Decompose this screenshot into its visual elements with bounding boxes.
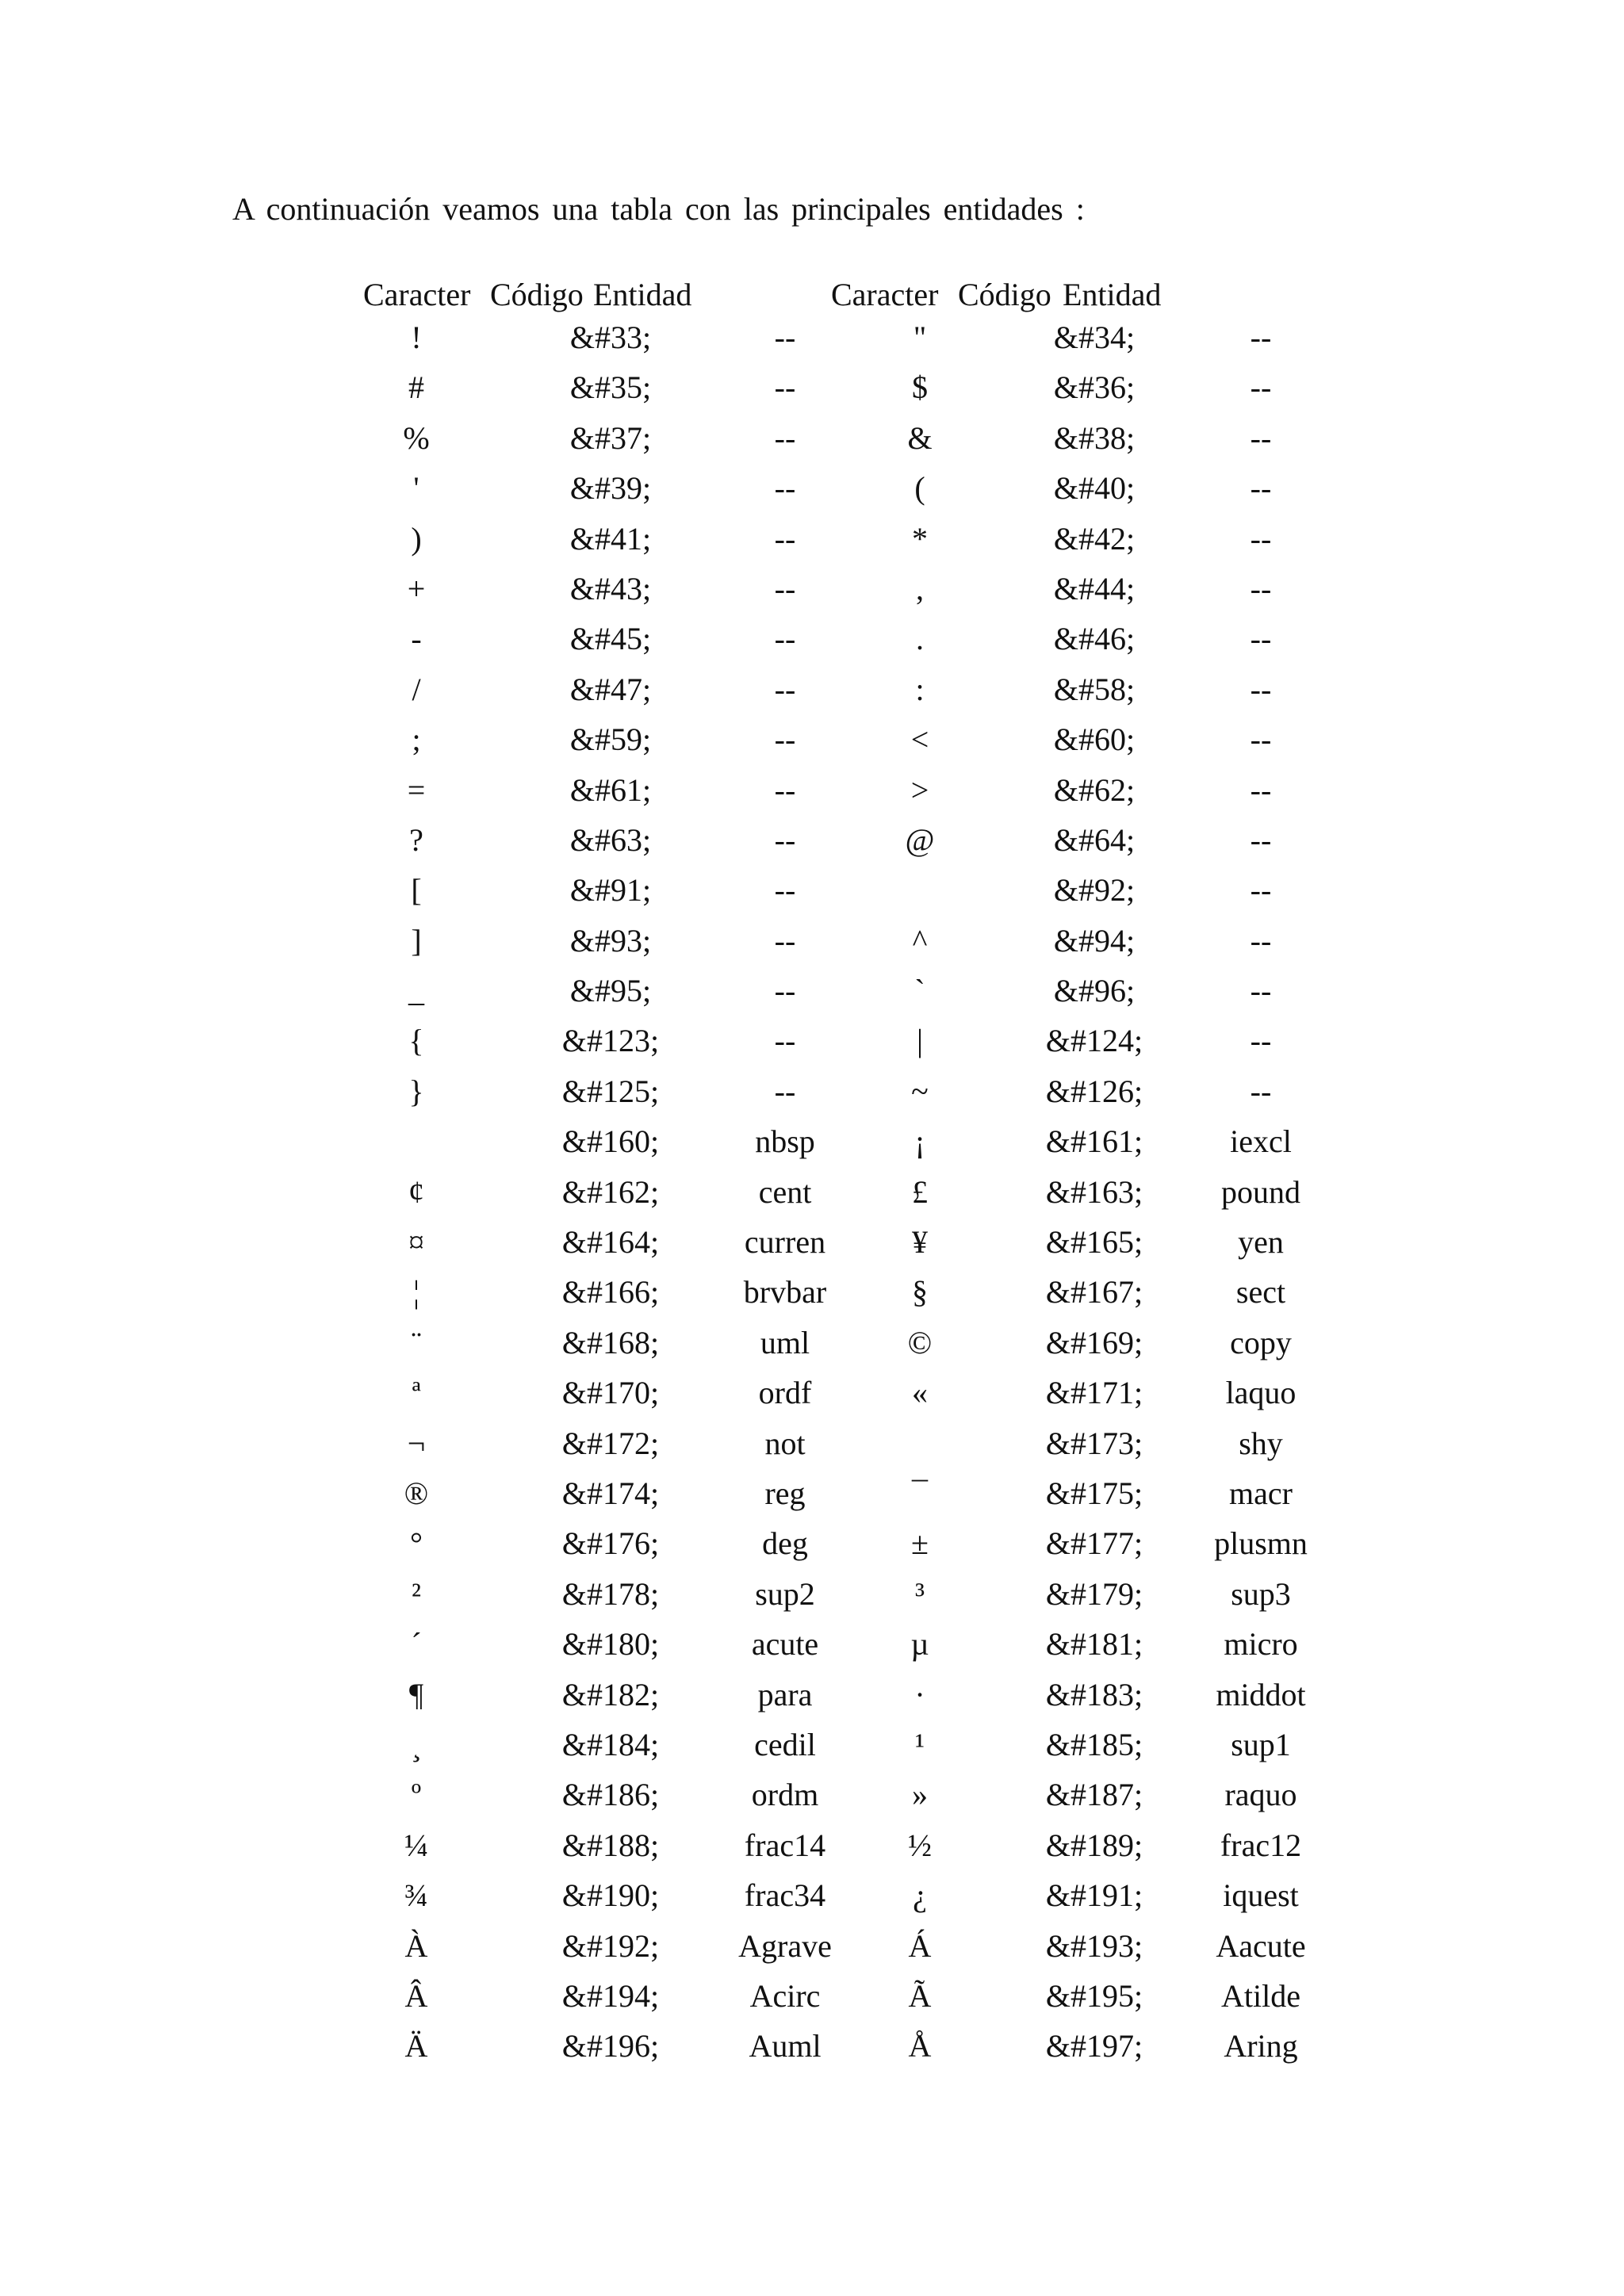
right-char-cell: < — [910, 721, 929, 758]
right-entity-cell: sup1 — [1231, 1726, 1291, 1762]
right-entity-cell: -- — [1250, 922, 1272, 959]
table-row — [349, 823, 1340, 873]
right-entity-cell: sup3 — [1231, 1575, 1291, 1612]
right-char-cell: ¡ — [914, 1123, 925, 1160]
table-row — [349, 1326, 1340, 1376]
left-char-cell: # — [408, 369, 424, 406]
left-char-cell: ! — [411, 320, 422, 355]
right-code-cell: &#169; — [1045, 1324, 1143, 1360]
right-code-cell: &#187; — [1045, 1777, 1143, 1813]
left-code-cell: &#35; — [569, 369, 652, 406]
table-row — [349, 421, 1340, 471]
table-row — [349, 1627, 1340, 1677]
left-entity-cell: -- — [774, 872, 796, 909]
right-char-cell: · — [914, 1676, 925, 1712]
left-char-cell: ¸ — [411, 1726, 422, 1762]
right-char-cell: . — [916, 621, 924, 657]
left-entity-cell: deg — [762, 1525, 808, 1562]
left-code-cell: &#182; — [561, 1676, 660, 1712]
left-code-cell: &#180; — [561, 1626, 660, 1663]
table-row — [349, 873, 1340, 923]
left-char-cell: + — [407, 570, 426, 607]
right-char-cell: « — [912, 1375, 928, 1411]
right-char-cell: $ — [912, 369, 928, 406]
header-entidad-right: Entidad — [1063, 277, 1162, 312]
right-char-cell: ~ — [911, 1073, 929, 1109]
right-entity-cell: -- — [1250, 1073, 1272, 1109]
right-entity-cell: raquo — [1224, 1777, 1297, 1813]
table-row — [349, 1074, 1340, 1124]
right-entity-cell: middot — [1216, 1676, 1306, 1712]
left-entity-cell: -- — [774, 671, 796, 707]
left-code-cell: &#166; — [561, 1274, 660, 1311]
right-char-cell: µ — [910, 1626, 929, 1663]
right-code-cell: &#163; — [1045, 1173, 1143, 1210]
table-row — [349, 471, 1340, 521]
right-code-cell: &#173; — [1045, 1425, 1143, 1461]
left-code-cell: &#93; — [569, 922, 652, 959]
table-body — [349, 320, 1340, 2080]
right-char-cell: : — [915, 671, 925, 707]
left-char-cell: % — [403, 419, 430, 456]
right-code-cell: &#92; — [1053, 872, 1136, 909]
table-row — [349, 1678, 1340, 1728]
table-row — [349, 773, 1340, 823]
table-row — [349, 974, 1340, 1024]
right-code-cell: &#44; — [1053, 570, 1136, 607]
right-entity-cell: -- — [1250, 320, 1272, 355]
left-code-cell: &#47; — [569, 671, 652, 707]
right-entity-cell: -- — [1250, 721, 1272, 758]
left-code-cell: &#192; — [561, 1927, 660, 1964]
left-code-cell: &#164; — [561, 1224, 660, 1261]
right-code-cell: &#40; — [1053, 470, 1136, 507]
left-code-cell: &#45; — [569, 621, 652, 657]
left-char-cell: À — [404, 1927, 428, 1964]
right-entity-cell: plusmn — [1214, 1525, 1308, 1562]
left-entity-cell: brvbar — [743, 1274, 827, 1311]
table-row — [349, 1024, 1340, 1073]
left-code-cell: &#176; — [561, 1525, 660, 1562]
right-char-cell: ³ — [915, 1575, 925, 1612]
left-char-cell: ' — [413, 470, 419, 507]
left-char-cell: Ä — [404, 2028, 428, 2064]
left-entity-cell: -- — [774, 520, 796, 557]
right-entity-cell: iquest — [1223, 1877, 1299, 1914]
right-char-cell: ¥ — [912, 1224, 928, 1261]
table-row — [349, 1929, 1340, 1979]
left-char-cell: ª — [412, 1375, 421, 1411]
right-entity-cell: -- — [1250, 872, 1272, 909]
left-char-cell: ? — [409, 821, 423, 858]
left-entity-cell: curren — [744, 1224, 826, 1261]
left-entity-cell: acute — [751, 1626, 819, 1663]
left-entity-cell: Acirc — [749, 1977, 821, 2014]
left-entity-cell: -- — [774, 369, 796, 406]
table-row — [349, 924, 1340, 974]
left-char-cell: Â — [404, 1977, 428, 2014]
left-entity-cell: sup2 — [755, 1575, 815, 1612]
left-code-cell: &#43; — [569, 570, 652, 607]
right-code-cell: &#189; — [1045, 1827, 1143, 1863]
right-code-cell: &#124; — [1045, 1023, 1143, 1059]
left-char-cell: ° — [410, 1525, 423, 1562]
right-code-cell: &#181; — [1045, 1626, 1143, 1663]
left-code-cell: &#39; — [569, 470, 652, 507]
right-code-cell: &#179; — [1045, 1575, 1143, 1612]
table-row — [349, 1275, 1340, 1325]
table-row — [349, 320, 1340, 370]
right-code-cell: &#64; — [1053, 821, 1136, 858]
right-entity-cell: -- — [1250, 821, 1272, 858]
right-entity-cell: -- — [1250, 570, 1272, 607]
right-char-cell: Å — [908, 2028, 932, 2064]
header-entidad-left: Entidad — [593, 277, 692, 312]
left-entity-cell: ordm — [751, 1777, 819, 1813]
left-entity-cell: Agrave — [738, 1927, 832, 1964]
left-code-cell: &#59; — [569, 721, 652, 758]
right-char-cell: | — [916, 1023, 923, 1059]
right-entity-cell: iexcl — [1230, 1123, 1292, 1160]
left-char-cell: ; — [412, 721, 421, 758]
left-entity-cell: -- — [774, 721, 796, 758]
left-code-cell: &#190; — [561, 1877, 660, 1914]
left-code-cell: &#95; — [569, 973, 652, 1009]
right-entity-cell: -- — [1250, 671, 1272, 707]
right-code-cell: &#185; — [1045, 1726, 1143, 1762]
right-code-cell: &#191; — [1045, 1877, 1143, 1914]
left-char-cell: ¬ — [407, 1425, 426, 1461]
right-code-cell: &#36; — [1053, 369, 1136, 406]
header-caracter-left: Caracter — [363, 277, 471, 312]
left-code-cell: &#123; — [561, 1023, 660, 1059]
left-entity-cell: -- — [774, 973, 796, 1009]
right-code-cell: &#94; — [1053, 922, 1136, 959]
right-code-cell: &#177; — [1045, 1525, 1143, 1562]
left-entity-cell: -- — [774, 570, 796, 607]
right-entity-cell: -- — [1250, 369, 1272, 406]
left-char-cell: ¢ — [408, 1173, 424, 1210]
left-entity-cell: reg — [764, 1475, 806, 1511]
table-row — [349, 1728, 1340, 1777]
table-row — [349, 622, 1340, 672]
right-code-cell: &#46; — [1053, 621, 1136, 657]
table-row — [349, 1878, 1340, 1928]
left-char-cell: ¨ — [411, 1324, 422, 1360]
intro-paragraph: A continuación veamos una tabla con las principales entidades : — [232, 191, 1085, 227]
left-entity-cell: para — [757, 1676, 813, 1712]
right-code-cell: &#42; — [1053, 520, 1136, 557]
right-entity-cell: sect — [1235, 1274, 1286, 1311]
right-char-cell: ` — [914, 973, 925, 1009]
right-code-cell: &#58; — [1053, 671, 1136, 707]
left-entity-cell: not — [764, 1425, 806, 1461]
left-char-cell: [ — [411, 872, 422, 909]
left-char-cell: ) — [411, 520, 422, 557]
right-code-cell: &#38; — [1053, 419, 1136, 456]
right-entity-cell: laquo — [1225, 1375, 1297, 1411]
right-entity-cell: frac12 — [1220, 1827, 1302, 1863]
left-entity-cell: cedil — [754, 1726, 816, 1762]
right-char-cell: © — [907, 1324, 933, 1360]
left-code-cell: &#186; — [561, 1777, 660, 1813]
header-codigo-right: Código — [958, 277, 1051, 312]
left-char-cell: ¦ — [412, 1274, 419, 1311]
left-char-cell: ¼ — [404, 1827, 428, 1863]
right-code-cell: &#60; — [1053, 721, 1136, 758]
left-entity-cell: -- — [774, 1023, 796, 1059]
right-char-cell: ½ — [908, 1827, 932, 1863]
right-char-cell: Ã — [908, 1977, 932, 2014]
right-entity-cell: copy — [1230, 1324, 1292, 1360]
right-char-cell: ( — [914, 470, 925, 507]
left-entity-cell: frac34 — [744, 1877, 826, 1914]
right-char-cell: ¯ — [912, 1475, 928, 1511]
table-row — [349, 722, 1340, 772]
left-code-cell: &#160; — [561, 1123, 660, 1160]
right-char-cell: ^ — [912, 922, 928, 959]
left-char-cell: ´ — [411, 1626, 422, 1663]
left-char-cell: ¶ — [408, 1676, 424, 1712]
left-entity-cell: -- — [774, 621, 796, 657]
left-char-cell: = — [407, 771, 426, 808]
table-row — [349, 1376, 1340, 1425]
right-entity-cell: -- — [1250, 973, 1272, 1009]
right-char-cell: , — [916, 570, 924, 607]
left-code-cell: &#61; — [569, 771, 652, 808]
right-code-cell: &#171; — [1045, 1375, 1143, 1411]
left-entity-cell: cent — [758, 1173, 812, 1210]
left-code-cell: &#174; — [561, 1475, 660, 1511]
left-char-cell: ® — [404, 1475, 429, 1511]
right-char-cell: ± — [911, 1525, 929, 1562]
left-code-cell: &#184; — [561, 1726, 660, 1762]
left-char-cell: ¾ — [404, 1877, 428, 1914]
table-row — [349, 1175, 1340, 1225]
right-code-cell: &#34; — [1053, 320, 1136, 355]
left-entity-cell: nbsp — [755, 1123, 815, 1160]
left-entity-cell: -- — [774, 771, 796, 808]
left-code-cell: &#172; — [561, 1425, 660, 1461]
right-char-cell: ¿ — [913, 1877, 927, 1914]
right-entity-cell: yen — [1238, 1224, 1284, 1261]
right-char-cell: @ — [905, 821, 935, 858]
table-row — [349, 1225, 1340, 1275]
left-entity-cell: -- — [774, 1073, 796, 1109]
right-char-cell: Á — [908, 1927, 932, 1964]
right-entity-cell: Aacute — [1216, 1927, 1306, 1964]
table-row — [349, 2029, 1340, 2079]
left-code-cell: &#63; — [569, 821, 652, 858]
table-row — [349, 1426, 1340, 1476]
left-char-cell: _ — [408, 973, 424, 1009]
right-entity-cell: -- — [1250, 419, 1272, 456]
left-char-cell: / — [412, 671, 421, 707]
left-code-cell: &#41; — [569, 520, 652, 557]
right-entity-cell: -- — [1250, 520, 1272, 557]
right-char-cell: ¹ — [915, 1726, 925, 1762]
left-entity-cell: -- — [774, 320, 796, 355]
right-entity-cell: pound — [1221, 1173, 1300, 1210]
right-char-cell: £ — [912, 1173, 928, 1210]
left-code-cell: &#125; — [561, 1073, 660, 1109]
header-codigo-left: Código — [490, 277, 584, 312]
right-char-cell: & — [907, 419, 933, 456]
right-entity-cell: -- — [1250, 470, 1272, 507]
left-char-cell: - — [411, 621, 422, 657]
left-code-cell: &#168; — [561, 1324, 660, 1360]
right-char-cell: " — [913, 320, 927, 355]
left-entity-cell: -- — [774, 821, 796, 858]
left-code-cell: &#91; — [569, 872, 652, 909]
table-row — [349, 1828, 1340, 1878]
table-row — [349, 672, 1340, 722]
left-code-cell: &#170; — [561, 1375, 660, 1411]
table-row — [349, 1577, 1340, 1627]
right-code-cell: &#96; — [1053, 973, 1136, 1009]
left-char-cell: ] — [411, 922, 422, 959]
left-entity-cell: uml — [760, 1324, 810, 1360]
right-entity-cell: macr — [1229, 1475, 1293, 1511]
right-code-cell: &#167; — [1045, 1274, 1143, 1311]
header-caracter-right: Caracter — [831, 277, 939, 312]
left-code-cell: &#194; — [561, 1977, 660, 2014]
left-char-cell: { — [408, 1023, 424, 1059]
left-code-cell: &#37; — [569, 419, 652, 456]
table-row — [349, 1526, 1340, 1576]
table-row — [349, 1476, 1340, 1526]
left-code-cell: &#178; — [561, 1575, 660, 1612]
table-row — [349, 572, 1340, 622]
right-entity-cell: micro — [1224, 1626, 1298, 1663]
left-entity-cell: ordf — [758, 1375, 812, 1411]
right-char-cell: § — [912, 1274, 928, 1311]
right-char-cell: * — [912, 520, 928, 557]
right-entity-cell: -- — [1250, 1023, 1272, 1059]
right-entity-cell: -- — [1250, 621, 1272, 657]
right-entity-cell: Aring — [1224, 2028, 1298, 2064]
left-char-cell: ¤ — [408, 1224, 424, 1261]
right-code-cell: &#161; — [1045, 1123, 1143, 1160]
right-entity-cell: -- — [1250, 771, 1272, 808]
right-char-cell: > — [910, 771, 929, 808]
right-code-cell: &#62; — [1053, 771, 1136, 808]
left-entity-cell: -- — [774, 419, 796, 456]
table-row — [349, 1777, 1340, 1827]
right-char-cell: » — [912, 1777, 928, 1813]
right-code-cell: &#193; — [1045, 1927, 1143, 1964]
left-code-cell: &#196; — [561, 2028, 660, 2064]
table-header — [349, 276, 1340, 320]
table-row — [349, 1979, 1340, 2029]
table-row — [349, 522, 1340, 572]
table-row — [349, 370, 1340, 420]
right-code-cell: &#126; — [1045, 1073, 1143, 1109]
table-row — [349, 1124, 1340, 1174]
left-code-cell: &#162; — [561, 1173, 660, 1210]
left-char-cell: º — [411, 1777, 422, 1813]
right-entity-cell: shy — [1239, 1425, 1283, 1461]
left-code-cell: &#33; — [569, 320, 652, 355]
right-code-cell: &#175; — [1045, 1475, 1143, 1511]
left-char-cell: } — [408, 1073, 424, 1109]
right-code-cell: &#165; — [1045, 1224, 1143, 1261]
left-entity-cell: frac14 — [744, 1827, 826, 1863]
left-char-cell: ² — [412, 1575, 421, 1612]
right-entity-cell: Atilde — [1221, 1977, 1300, 2014]
left-entity-cell: Auml — [749, 2028, 822, 2064]
entities-table — [349, 276, 1340, 2080]
left-entity-cell: -- — [774, 922, 796, 959]
right-code-cell: &#195; — [1045, 1977, 1143, 2014]
right-code-cell: &#183; — [1045, 1676, 1143, 1712]
left-code-cell: &#188; — [561, 1827, 660, 1863]
right-code-cell: &#197; — [1045, 2028, 1143, 2064]
left-entity-cell: -- — [774, 470, 796, 507]
